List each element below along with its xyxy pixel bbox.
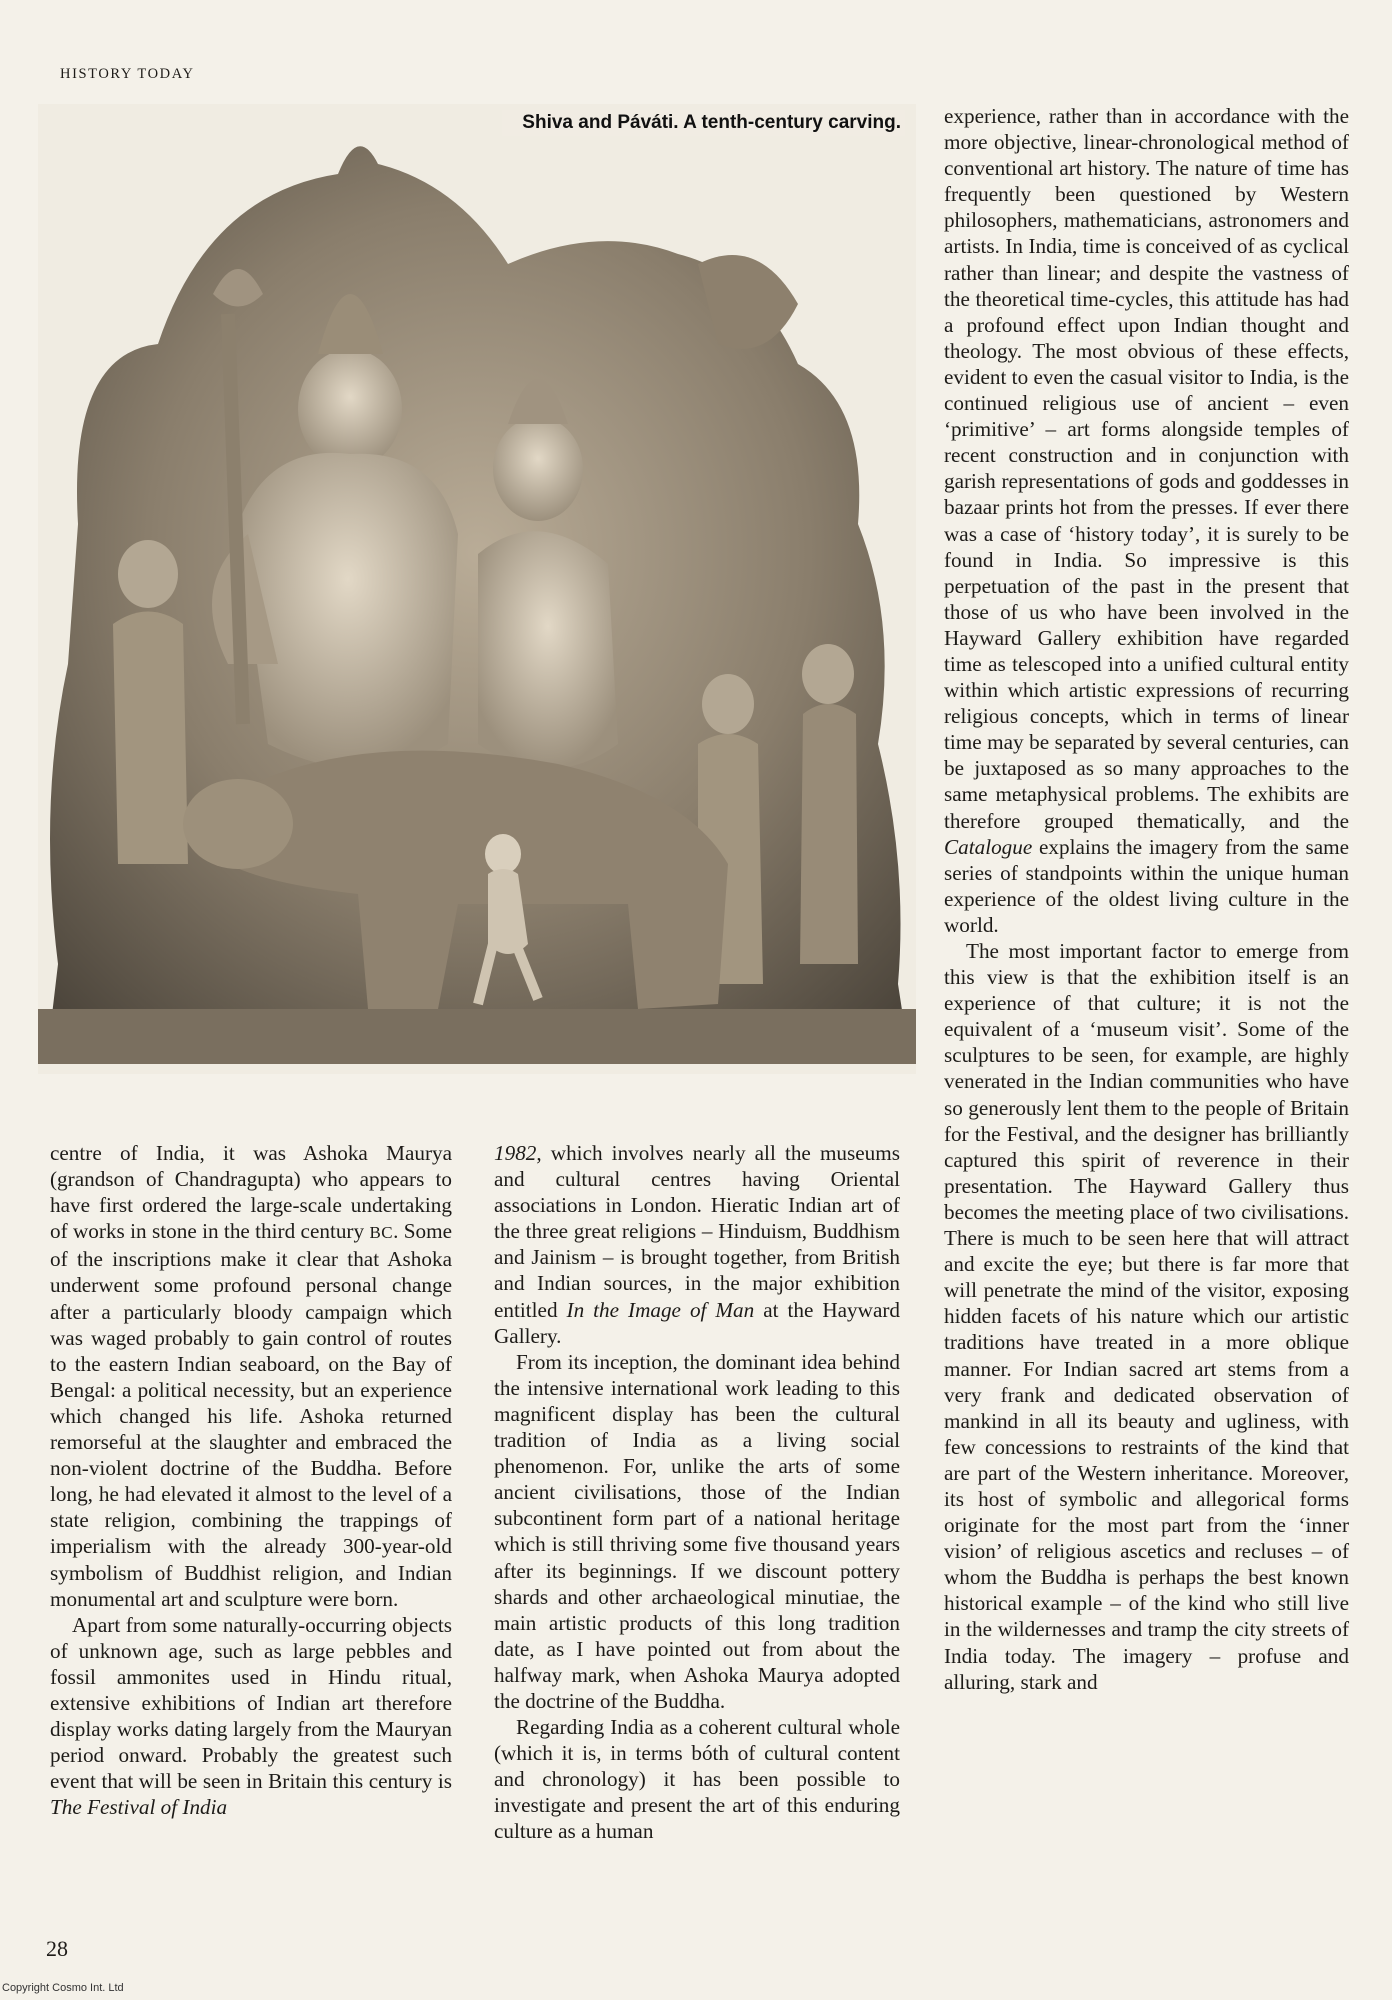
- sculpture-photo: [38, 104, 916, 1074]
- text-column-3: [944, 103, 1349, 1695]
- paragraph: Regarding India as a coherent cultural whole (which it is, in terms bóth of cultural content and chronology) it has been possible to investigate and present the art of this enduring culture as a human: [494, 1715, 900, 1844]
- era-abbreviation: BC: [369, 1223, 394, 1243]
- paragraph-text: explains the imagery from the same series of standpoints within the unique human experience of the oldest living culture in the world.: [944, 834, 1349, 937]
- text-column-2: [494, 1140, 900, 1845]
- paragraph: [50, 1140, 452, 1612]
- copyright-notice: Copyright Cosmo Int. Ltd: [2, 1982, 124, 1994]
- figure-caption: Shiva and Páváti. A tenth-century carving.: [502, 110, 905, 136]
- paragraph: [494, 1140, 900, 1349]
- page-number: 28: [46, 1936, 68, 1961]
- paragraph: The most important factor to emerge from this view is that the exhibition itself is an experience of that culture; it is not the equivalent of a ‘museum visit’. Some of the sculptures to be seen, for example, are highly venerated in the Indian communities who have so generously lent them to the people of Britain for the Festival, and the designer has brilliantly captured this spirit of reverence in their presentation. The Hayward Gallery thus becomes the meeting place of two civilisations. There is much to be seen here that will attract and excite the eye; but there is far more that will penetrate the mind of the visitor, exposing hidden facets of his nature which our artistic traditions have treated in a more oblique manner. For Indian sacred art stems from a very frank and dedicated observation of mankind in all its beauty and ugliness, with few concessions to restraints of the kind that are part of the Western inheritance. Moreover, its host of symbolic and allegorical forms originate for the most part from the ‘inner vision’ of religious ascetics and recluses – of whom the Buddha is perhaps the best known historical example – of the kind who still live in the wildernesses and tramp the city streets of India today. The imagery – profuse and alluring, stark and: [944, 939, 1349, 1694]
- running-head: HISTORY TODAY: [60, 66, 195, 82]
- festival-title: The Festival of India: [50, 1795, 228, 1820]
- paragraph: [944, 103, 1349, 938]
- paragraph-text: , which involves nearly all the museums and cultural centres having Oriental associations in London. Hieratic Indian art of the three great religions – Hinduism, Buddhism and Jainism – is brought together, from British and Indian sources, in the major exhibition entitled: [494, 1141, 900, 1322]
- catalogue-title: Catalogue: [944, 834, 1033, 859]
- paragraph-text: at the Hayward Gallery.: [494, 1297, 901, 1348]
- paragraph-text: experience, rather than in accordance with the more objective, linear-chronological method of conventional art history. The nature of time has frequently been questioned by Western philosophers, mathematicians, astronomers and artists. In India, time is conceived of as cyclical rather than linear; and despite the vastness of the theoretical time-cycles, this attitude has had a profound effect upon Indian thought and theology. The most obvious of these effects, evident to even the casual visitor to India, is the continued religious use of ancient – even ‘primitive’ – art forms alongside temples of recent construction and in conjunction with garish representations of gods and goddesses in bazaar prints hot from the presses. If ever there was a case of ‘history today’, it is surely to be found in India. So impressive is this perpetuation of the past in the present that those of us who have been involved in the Hayward Gallery exhibition have regarded time as telescoped into a unified cultural entity within which artistic expressions of recurring religious concepts, which in terms of linear time may be separated by several centuries, can be juxtaposed as so many approaches to the same metaphysical problems. The exhibits are therefore grouped thematically, and the: [944, 104, 1349, 833]
- paragraph-text: centre of India, it was Ashoka Maurya (grandson of Chandragupta) who appears to have first ordered the large-scale undertaking of works in stone in the third century: [50, 1141, 452, 1244]
- paragraph: From its inception, the dominant idea behind the intensive international work leading to this magnificent display has been the cultural tradition of India as a living social phenomenon. For, unlike the arts of some ancient civilisations, those of the Indian subcontinent form part of a national heritage which is still thriving some five thousand years after its beginnings. If we discount pottery shards and other archaeological minutiae, the main artistic products of this long tradition date, as I have pointed out from about the halfway mark, when Ashoka Maurya adopted the doctrine of the Buddha.: [494, 1349, 900, 1713]
- exhibition-title: In the Image of Man: [566, 1297, 755, 1322]
- paragraph: [50, 1612, 452, 1821]
- paragraph-text: . Some of the inscriptions make it clear that Ashoka underwent some profound personal change after a particularly bloody campaign which was waged probably to gain control of routes to the eastern Indian seaboard, on the Bay of Bengal: a political necessity, but an experience which changed his life. Ashoka returned remorseful at the slaughter and embraced the non-violent doctrine of the Buddha. Before long, he had elevated it almost to the level of a state religion, combining the trappings of imperialism with the already 300-year-old symbolism of Buddhist religion, and Indian monumental art and sculpture were born.: [50, 1219, 453, 1611]
- text-column-1: [50, 1140, 452, 1820]
- paragraph-text: Apart from some naturally-occurring objects of unknown age, such as large pebbles and fossil ammonites used in Hindu ritual, extensive exhibitions of Indian art therefore display works dating largely from the Mauryan period onward. Probably the greatest such event that will be seen in Britain this century is: [50, 1612, 452, 1794]
- festival-year: 1982: [494, 1141, 537, 1165]
